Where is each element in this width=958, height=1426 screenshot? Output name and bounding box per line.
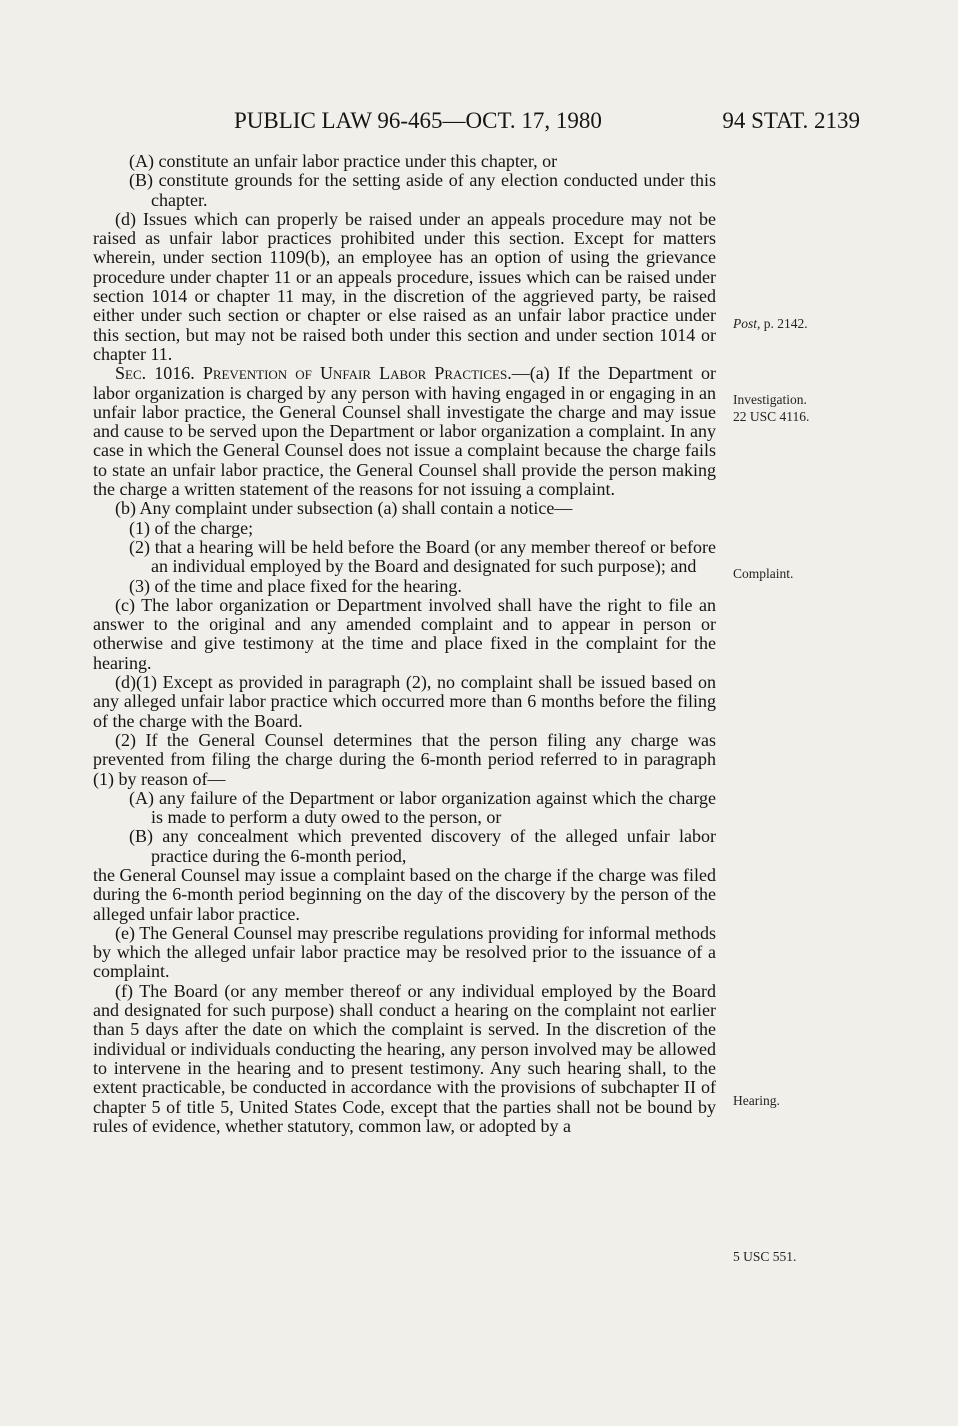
law-title: PUBLIC LAW 96-465—OCT. 17, 1980	[234, 108, 602, 133]
margin-note-complaint: Complaint.	[733, 566, 794, 581]
margin-note-usc-4116: 22 USC 4116.	[733, 409, 810, 424]
paragraph: (A) any failure of the Department or labor organization against which the charge is made to perform a duty owed to the person, or	[129, 787, 716, 828]
section-text: (a) If the Department or labor organization is charged by any person with having engaged in or engaging in an unfair labor practice, the General Counsel shall investigate the charge and may issue and cause to be served upon the Department or labor organization a complaint. In any case in which the General Counsel does not issue a complaint because the charge fails to state an unfair labor practice, the General Counsel shall provide the person making the charge a written statement of the reasons for not issuing a complaint.	[93, 363, 716, 500]
section-label: Sec. 1016.	[115, 363, 195, 384]
margin-note-post: Post, p. 2142.	[733, 316, 808, 331]
paragraph: (d)(1) Except as provided in paragraph (2), no complaint shall be issued based on any alleged unfair labor practice which occurred more than 6 months before the filing of the charge with the Board.	[93, 672, 716, 731]
margin-note-usc-551: 5 USC 551.	[733, 1249, 797, 1264]
paragraph: (f) The Board (or any member thereof or any individual employed by the Board and designated for such purpose) shall conduct a hearing on the complaint not earlier than 5 days after the date on which the complaint is served. In the discretion of the individual or individuals conducting the hearing, any person involved may be allowed to intervene in the hearing and to present testimony. Any such hearing shall, to the extent practicable, be conducted in accordance with the provisions of subchapter II of chapter 5 of title 5, United States Code, except that the parties shall not be bound by rules of evidence, whether statutory, common law, or adopted by a	[93, 980, 716, 1136]
margin-note-investigation: Investigation.	[733, 392, 807, 407]
paragraph: the General Counsel may issue a complaint based on the charge if the charge was filed during the 6-month period beginning on the day of the discovery by the person of the alleged unfair labor practice.	[93, 864, 716, 924]
section-heading: Prevention of Unfair Labor Practices.—	[202, 363, 530, 384]
paragraph: (c) The labor organization or Department involved shall have the right to file an answer to the original and any amended complaint and to appear in person or otherwise and give testimony at the time and place fixed in the complaint for the hearing.	[93, 594, 716, 673]
paragraph: (b) Any complaint under subsection (a) shall contain a notice—	[115, 498, 573, 519]
paragraph: (B) constitute grounds for the setting aside of any election conducted under this chapter.	[129, 170, 716, 210]
section-paragraph	[93, 364, 716, 499]
paragraph: (A) constitute an unfair labor practice under this chapter, or	[129, 151, 558, 171]
paragraph: (1) of the charge;	[129, 517, 254, 538]
law-text	[93, 152, 716, 1136]
margin-note-hearing: Hearing.	[733, 1093, 780, 1108]
paragraph: (d) Issues which can properly be raised under an appeals procedure may not be raised as unfair labor practices prohibited under this section. Except for matters wherein, under section 1109(b), an employee has an option of using the grievance procedure under chapter 11 or an appeals procedure, issues which can be raised under section 1014 or chapter 11 may, in the discretion of the aggrieved party, be raised either under such section or chapter or else raised as an unfair labor practice under this section, but may not be raised both under this section and under section 1014 or chapter 11.	[93, 208, 716, 364]
paragraph: (2) that a hearing will be held before the Board (or any member thereof or before an individual employed by the Board and designated for such purpose); and	[129, 536, 716, 577]
paragraph: (B) any concealment which prevented discovery of the alleged unfair labor practice during the 6-month period,	[129, 826, 716, 866]
stat-number: 94 STAT. 2139	[722, 108, 860, 133]
paragraph: (e) The General Counsel may prescribe regulations providing for informal methods by which the alleged unfair labor practice may be resolved prior to the issuance of a complaint.	[93, 922, 716, 982]
paragraph: (2) If the General Counsel determines that the person filing any charge was prevented from filing the charge during the 6-month period referred to in paragraph (1) by reason of—	[93, 729, 716, 789]
paragraph: (3) of the time and place fixed for the hearing.	[129, 575, 462, 596]
